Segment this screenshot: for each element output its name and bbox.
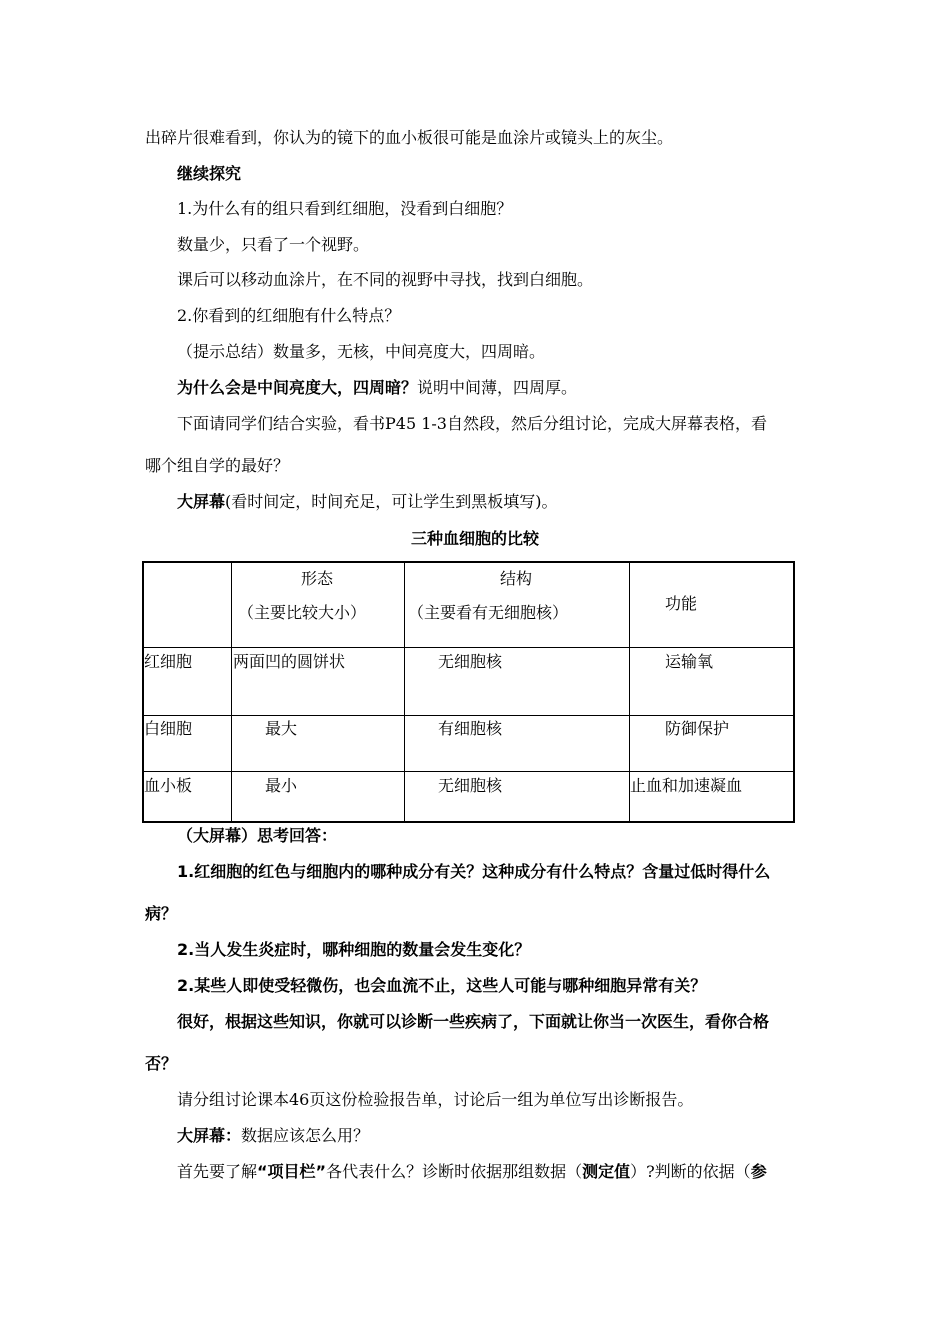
- question-3-bold: 为什么会是中间亮度大，四周暗？: [177, 378, 418, 397]
- data-question: [177, 1126, 369, 1146]
- header-structure-note: （主要看有无细胞核）: [408, 603, 569, 622]
- think-q1-line-1: 1.红细胞的红色与细胞内的哪种成分有关？这种成分有什么特点？含量过低时得什么: [177, 862, 771, 881]
- row-name: 红细胞: [144, 652, 193, 671]
- comparison-table: [142, 561, 795, 823]
- text-part: ）?判断的依据（: [630, 1162, 751, 1181]
- reference-term: 参: [750, 1162, 767, 1181]
- header-shape: 形态: [301, 569, 334, 588]
- question-3-answer: 说明中间薄，四周厚。: [417, 378, 578, 397]
- question-3: [177, 378, 577, 398]
- question-2: 2.你看到的红细胞有什么特点？: [177, 306, 401, 325]
- header-structure: 结构: [500, 569, 533, 588]
- screen-label: 大屏幕: [177, 492, 226, 511]
- row-structure: 有细胞核: [438, 719, 503, 738]
- discussion-instruction: 请分组讨论课本46页这份检验报告单，讨论后一组为单位写出诊断报告。: [177, 1090, 694, 1109]
- row-function: 运输氧: [665, 652, 714, 671]
- row-shape: 最大: [265, 719, 298, 738]
- explanation-line: [177, 1162, 767, 1182]
- instruction-line-1: 下面请同学们结合实验，看书P45 1-3自然段，然后分组讨论，完成大屏幕表格，看: [177, 414, 767, 433]
- answer-2: （提示总结）数量多，无核，中间亮度大，四周暗。: [177, 342, 546, 361]
- data-question-text: 数据应该怎么用？: [241, 1126, 370, 1145]
- text-part: 首先要了解: [177, 1162, 258, 1181]
- think-q1-line-2: 病？: [145, 904, 178, 923]
- think-q2: 2.当人发生炎症时，哪种细胞的数量会发生变化？: [177, 940, 531, 959]
- instruction-line-2: 哪个组自学的最好？: [145, 456, 290, 475]
- row-structure: 无细胞核: [438, 652, 503, 671]
- row-shape: 两面凹的圆饼状: [233, 652, 346, 671]
- row-function: 防御保护: [665, 719, 730, 738]
- text-part: 各代表什么？诊断时依据那组数据（: [326, 1162, 583, 1181]
- item-column-term: “项目栏”: [257, 1162, 327, 1181]
- table-title: 三种血细胞的比较: [410, 529, 539, 548]
- row-name: 血小板: [144, 776, 193, 795]
- screen-note-text: (看时间定，时间充足，可让学生到黑板填写)。: [225, 492, 558, 511]
- answer-1: 数量少，只看了一个视野。: [177, 235, 370, 254]
- header-shape-note: （主要比较大小）: [238, 603, 367, 622]
- think-q3: 2.某些人即使受轻微伤，也会血流不止，这些人可能与哪种细胞异常有关？: [177, 976, 707, 995]
- paragraph: 出碎片很难看到，你认为的镜下的血小板很可能是血涂片或镜头上的灰尘。: [145, 128, 674, 147]
- row-structure: 无细胞核: [438, 776, 503, 795]
- screen-label: 大屏幕：: [177, 1126, 242, 1145]
- think-heading: （大屏幕）思考回答：: [177, 826, 338, 845]
- transition-line-2: 否？: [145, 1054, 178, 1073]
- measured-value-term: 测定值: [582, 1162, 631, 1181]
- answer-1-note: 课后可以移动血涂片，在不同的视野中寻找，找到白细胞。: [177, 270, 594, 289]
- screen-note: [177, 492, 558, 512]
- section-heading: 继续探究: [177, 164, 242, 183]
- header-function: 功能: [665, 594, 698, 613]
- transition-line-1: 很好，根据这些知识，你就可以诊断一些疾病了，下面就让你当一次医生，看你合格: [177, 1012, 770, 1031]
- row-shape: 最小: [265, 776, 298, 795]
- row-function: 止血和加速凝血: [630, 776, 743, 795]
- question-1: 1.为什么有的组只看到红细胞，没看到白细胞？: [177, 199, 513, 218]
- row-name: 白细胞: [144, 719, 193, 738]
